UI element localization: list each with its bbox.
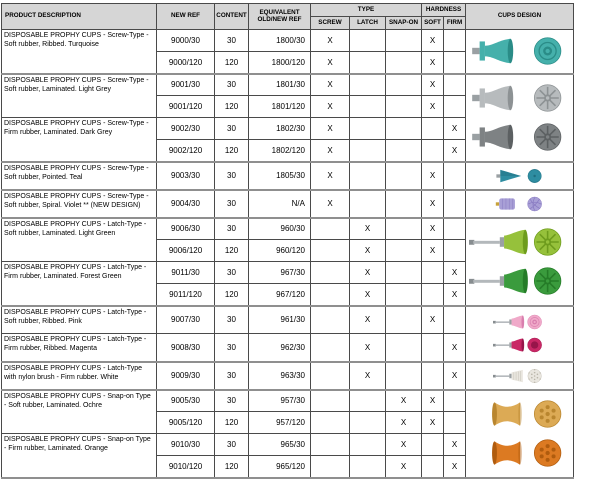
product-description	[2, 162, 157, 190]
cell-content: 30	[215, 162, 249, 190]
cell-new-ref: 9002/30	[157, 118, 215, 140]
cell-content: 30	[215, 190, 249, 218]
cell-new-ref: 9004/30	[157, 190, 215, 218]
cell-type-screw	[311, 262, 350, 284]
cell-hardness-soft: X	[422, 306, 444, 334]
cup-image-teal-pointed-screw-cup	[493, 167, 547, 185]
cell-old-ref: 1801/120	[249, 96, 311, 118]
cell-old-ref: 963/30	[249, 362, 311, 390]
cups-design-cell	[466, 362, 574, 390]
cell-type-latch	[350, 162, 386, 190]
col-header-cups-design: CUPS DESIGN	[466, 4, 574, 30]
cell-type-snap-on	[386, 218, 422, 240]
cell-content: 120	[215, 284, 249, 306]
cell-type-screw	[311, 362, 350, 390]
cups-design-stack	[466, 220, 573, 304]
product-description	[2, 74, 157, 118]
cell-content: 120	[215, 52, 249, 74]
cell-type-screw: X	[311, 162, 350, 190]
cell-old-ref: N/A	[249, 190, 311, 218]
cell-type-snap-on	[386, 140, 422, 162]
product-row-9009-30	[2, 362, 574, 390]
product-description-text: DISPOSABLE PROPHY CUPS - Latch-Type - Firm rubber, Ribbed. Magenta	[4, 336, 147, 353]
cell-hardness-soft: X	[422, 162, 444, 190]
product-description	[2, 262, 157, 306]
cell-new-ref: 9001/30	[157, 74, 215, 96]
cell-old-ref: 957/30	[249, 390, 311, 412]
cell-content: 30	[215, 218, 249, 240]
product-description-text: DISPOSABLE PROPHY CUPS - Snap-on Type - Firm rubber, Laminated. Orange	[4, 436, 151, 453]
cell-hardness-firm: X	[444, 140, 466, 162]
cell-content: 30	[215, 262, 249, 284]
cup-image-light-grey-laminated-screw-cup	[469, 81, 571, 115]
product-description	[2, 118, 157, 162]
cell-type-screw	[311, 306, 350, 334]
cell-content: 120	[215, 412, 249, 434]
product-row-9000-30	[2, 30, 574, 52]
cups-design-stack	[466, 392, 573, 476]
cell-hardness-firm	[444, 74, 466, 96]
cell-content: 120	[215, 240, 249, 262]
col-header-content: CONTENT	[215, 4, 249, 30]
cell-type-screw: X	[311, 30, 350, 52]
cell-type-snap-on	[386, 334, 422, 362]
cell-hardness-soft: X	[422, 74, 444, 96]
product-description-text: DISPOSABLE PROPHY CUPS - Screw-Type - Soft rubber, Laminated. Light Grey	[4, 76, 149, 93]
cups-design-cell	[466, 306, 574, 362]
cell-type-screw	[311, 284, 350, 306]
cup-image-violet-spiral-screw-cup	[493, 195, 547, 213]
cell-type-latch: X	[350, 306, 386, 334]
cell-old-ref: 1801/30	[249, 74, 311, 96]
cell-type-snap-on	[386, 284, 422, 306]
col-header-hardness-group: HARDNESS	[422, 4, 466, 17]
cell-new-ref: 9010/30	[157, 434, 215, 456]
cell-new-ref: 9009/30	[157, 362, 215, 390]
cups-design-cell	[466, 162, 574, 190]
cell-new-ref: 9001/120	[157, 96, 215, 118]
cell-hardness-soft	[422, 434, 444, 456]
cup-image-light-green-laminated-latch-cup	[469, 225, 571, 259]
cell-type-latch	[350, 190, 386, 218]
cell-type-snap-on	[386, 190, 422, 218]
cell-type-screw: X	[311, 74, 350, 96]
cell-hardness-firm	[444, 306, 466, 334]
cell-type-snap-on	[386, 240, 422, 262]
cell-hardness-soft	[422, 362, 444, 390]
product-description	[2, 434, 157, 478]
cell-type-screw: X	[311, 52, 350, 74]
cups-design-stack	[466, 308, 573, 360]
cell-hardness-firm	[444, 162, 466, 190]
col-header-product-description: PRODUCT DESCRIPTION	[2, 4, 157, 30]
cell-type-latch: X	[350, 362, 386, 390]
cell-new-ref: 9003/30	[157, 162, 215, 190]
cell-type-snap-on: X	[386, 412, 422, 434]
cell-new-ref: 9006/120	[157, 240, 215, 262]
table-body	[2, 30, 574, 478]
cell-type-snap-on	[386, 162, 422, 190]
cell-type-snap-on	[386, 306, 422, 334]
cell-type-screw: X	[311, 96, 350, 118]
cell-new-ref: 9011/30	[157, 262, 215, 284]
product-description	[2, 334, 157, 362]
cup-image-magenta-ribbed-latch-cup	[493, 336, 547, 354]
product-row-9001-30	[2, 74, 574, 96]
cell-type-latch	[350, 74, 386, 96]
cup-image-dark-grey-laminated-screw-cup	[469, 120, 571, 154]
cell-new-ref: 9008/30	[157, 334, 215, 362]
cell-type-screw	[311, 434, 350, 456]
product-row-9007-30	[2, 306, 574, 334]
cell-old-ref: 967/30	[249, 262, 311, 284]
col-header-hardness-firm: FIRM	[444, 17, 466, 30]
cell-hardness-soft: X	[422, 240, 444, 262]
cell-new-ref: 9007/30	[157, 306, 215, 334]
cell-type-latch	[350, 456, 386, 478]
cell-old-ref: 965/30	[249, 434, 311, 456]
product-description	[2, 218, 157, 262]
cell-content: 30	[215, 118, 249, 140]
cups-design-stack	[466, 76, 573, 160]
cell-type-screw	[311, 334, 350, 362]
cell-old-ref: 957/120	[249, 412, 311, 434]
cell-hardness-soft: X	[422, 96, 444, 118]
product-description	[2, 190, 157, 218]
cell-hardness-firm	[444, 240, 466, 262]
cell-type-latch: X	[350, 334, 386, 362]
cell-content: 30	[215, 306, 249, 334]
cell-hardness-firm: X	[444, 262, 466, 284]
product-row-9003-30	[2, 162, 574, 190]
cell-new-ref: 9005/120	[157, 412, 215, 434]
cell-hardness-firm: X	[444, 362, 466, 390]
cell-hardness-soft: X	[422, 390, 444, 412]
cup-image-turquoise-ribbed-screw-cup	[469, 34, 571, 68]
cell-new-ref: 9000/120	[157, 52, 215, 74]
col-header-equivalent-old-new-ref: EQUIVALENT OLD/NEW REF	[249, 4, 311, 30]
product-table	[1, 3, 574, 479]
cell-hardness-soft	[422, 118, 444, 140]
cell-type-snap-on: X	[386, 456, 422, 478]
cell-type-screw	[311, 390, 350, 412]
cell-old-ref: 1802/120	[249, 140, 311, 162]
cell-old-ref: 967/120	[249, 284, 311, 306]
cell-old-ref: 965/120	[249, 456, 311, 478]
cup-image-white-nylon-brush-latch-cup	[493, 367, 547, 385]
cell-type-latch	[350, 390, 386, 412]
product-description-text: DISPOSABLE PROPHY CUPS - Screw-Type - Soft rubber, Spiral. Violet ** (NEW DESIGN)	[4, 192, 149, 209]
cell-old-ref: 1800/120	[249, 52, 311, 74]
col-header-type-latch: LATCH	[350, 17, 386, 30]
cell-content: 120	[215, 96, 249, 118]
product-description-text: DISPOSABLE PROPHY CUPS - Latch-Type - Firm rubber, Laminated. Forest Green	[4, 264, 147, 281]
cups-design-cell	[466, 190, 574, 218]
cell-type-snap-on	[386, 118, 422, 140]
cell-hardness-soft	[422, 284, 444, 306]
product-description-text: DISPOSABLE PROPHY CUPS - Screw-Type - Soft rubber, Ribbed. Turquoise	[4, 32, 149, 49]
cell-type-latch: X	[350, 240, 386, 262]
product-row-9005-30	[2, 390, 574, 412]
cell-hardness-firm	[444, 412, 466, 434]
cell-type-snap-on	[386, 362, 422, 390]
cell-type-screw	[311, 456, 350, 478]
cup-image-forest-green-laminated-latch-cup	[469, 264, 571, 298]
cell-type-snap-on	[386, 74, 422, 96]
cell-old-ref: 1800/30	[249, 30, 311, 52]
cell-hardness-soft: X	[422, 218, 444, 240]
cell-old-ref: 960/120	[249, 240, 311, 262]
cell-type-latch	[350, 52, 386, 74]
cell-type-snap-on	[386, 262, 422, 284]
cell-type-latch: X	[350, 262, 386, 284]
cell-type-screw: X	[311, 118, 350, 140]
cell-hardness-firm: X	[444, 456, 466, 478]
cell-content: 120	[215, 140, 249, 162]
cell-hardness-firm	[444, 96, 466, 118]
cell-content: 30	[215, 362, 249, 390]
col-header-new-ref: NEW REF	[157, 4, 215, 30]
cell-hardness-soft: X	[422, 412, 444, 434]
cell-hardness-soft	[422, 456, 444, 478]
cell-hardness-firm	[444, 30, 466, 52]
col-header-hardness-soft: SOFT	[422, 17, 444, 30]
cell-type-latch	[350, 434, 386, 456]
cell-hardness-firm	[444, 52, 466, 74]
cell-hardness-firm: X	[444, 334, 466, 362]
cell-new-ref: 9000/30	[157, 30, 215, 52]
cell-type-latch	[350, 412, 386, 434]
col-header-type-screw: SCREW	[311, 17, 350, 30]
product-description-text: DISPOSABLE PROPHY CUPS - Latch-Type - Soft rubber, Laminated. Light Green	[4, 220, 147, 237]
cell-hardness-soft	[422, 140, 444, 162]
product-description	[2, 30, 157, 74]
cups-design-stack	[466, 192, 573, 216]
product-description-text: DISPOSABLE PROPHY CUPS - Screw-Type - Firm rubber, Laminated. Dark Grey	[4, 120, 149, 137]
product-description	[2, 362, 157, 390]
product-description-text: DISPOSABLE PROPHY CUPS - Snap-on Type - Soft rubber, Laminated. Ochre	[4, 392, 151, 409]
cell-type-latch: X	[350, 218, 386, 240]
cell-type-latch	[350, 118, 386, 140]
cell-new-ref: 9010/120	[157, 456, 215, 478]
cell-hardness-soft: X	[422, 190, 444, 218]
cell-hardness-soft: X	[422, 30, 444, 52]
product-description-text: DISPOSABLE PROPHY CUPS - Screw-Type - Soft rubber, Pointed. Teal	[4, 164, 149, 181]
cups-design-stack	[466, 364, 573, 388]
cell-old-ref: 961/30	[249, 306, 311, 334]
cell-type-snap-on: X	[386, 434, 422, 456]
col-header-type-group: TYPE	[311, 4, 422, 17]
cups-design-cell	[466, 74, 574, 162]
cups-design-cell	[466, 390, 574, 478]
cell-content: 30	[215, 334, 249, 362]
product-row-9004-30	[2, 190, 574, 218]
cell-type-latch	[350, 140, 386, 162]
cell-type-screw	[311, 218, 350, 240]
product-description-text: DISPOSABLE PROPHY CUPS - Latch-Type - Soft rubber, Ribbed. Pink	[4, 308, 147, 325]
cell-type-latch	[350, 30, 386, 52]
cups-design-stack	[466, 31, 573, 71]
cell-type-screw: X	[311, 190, 350, 218]
cell-hardness-soft: X	[422, 52, 444, 74]
cell-content: 30	[215, 74, 249, 96]
cell-hardness-soft	[422, 262, 444, 284]
cell-old-ref: 1805/30	[249, 162, 311, 190]
cup-image-ochre-laminated-snapon-cup	[469, 397, 571, 431]
cups-design-stack	[466, 164, 573, 188]
cell-type-screw	[311, 412, 350, 434]
cell-type-latch	[350, 96, 386, 118]
table-header	[2, 4, 574, 30]
product-description	[2, 306, 157, 334]
cell-hardness-firm	[444, 390, 466, 412]
cups-design-cell	[466, 218, 574, 306]
cell-type-latch: X	[350, 284, 386, 306]
cell-content: 30	[215, 30, 249, 52]
cell-old-ref: 960/30	[249, 218, 311, 240]
cell-old-ref: 962/30	[249, 334, 311, 362]
cell-hardness-soft	[422, 334, 444, 362]
col-header-type-snap-on: SNAP-ON	[386, 17, 422, 30]
product-description	[2, 390, 157, 434]
cell-new-ref: 9005/30	[157, 390, 215, 412]
cell-hardness-firm	[444, 218, 466, 240]
cup-image-pink-ribbed-latch-cup	[493, 313, 547, 331]
cell-type-screw	[311, 240, 350, 262]
cell-type-snap-on	[386, 52, 422, 74]
cell-hardness-firm: X	[444, 284, 466, 306]
product-row-9006-30	[2, 218, 574, 240]
cell-hardness-firm: X	[444, 118, 466, 140]
cell-new-ref: 9002/120	[157, 140, 215, 162]
cell-type-snap-on: X	[386, 390, 422, 412]
cell-content: 30	[215, 390, 249, 412]
header-row-groups	[2, 4, 574, 17]
cell-new-ref: 9011/120	[157, 284, 215, 306]
product-description-text: DISPOSABLE PROPHY CUPS - Latch-Type with nylon brush - Firm rubber. White	[4, 364, 142, 381]
cell-old-ref: 1802/30	[249, 118, 311, 140]
cell-content: 30	[215, 434, 249, 456]
cups-design-cell	[466, 30, 574, 74]
cell-content: 120	[215, 456, 249, 478]
cell-type-snap-on	[386, 30, 422, 52]
cell-type-screw: X	[311, 140, 350, 162]
cell-type-snap-on	[386, 96, 422, 118]
cup-image-orange-laminated-snapon-cup	[469, 436, 571, 470]
cell-hardness-firm	[444, 190, 466, 218]
cell-new-ref: 9006/30	[157, 218, 215, 240]
cell-hardness-firm: X	[444, 434, 466, 456]
